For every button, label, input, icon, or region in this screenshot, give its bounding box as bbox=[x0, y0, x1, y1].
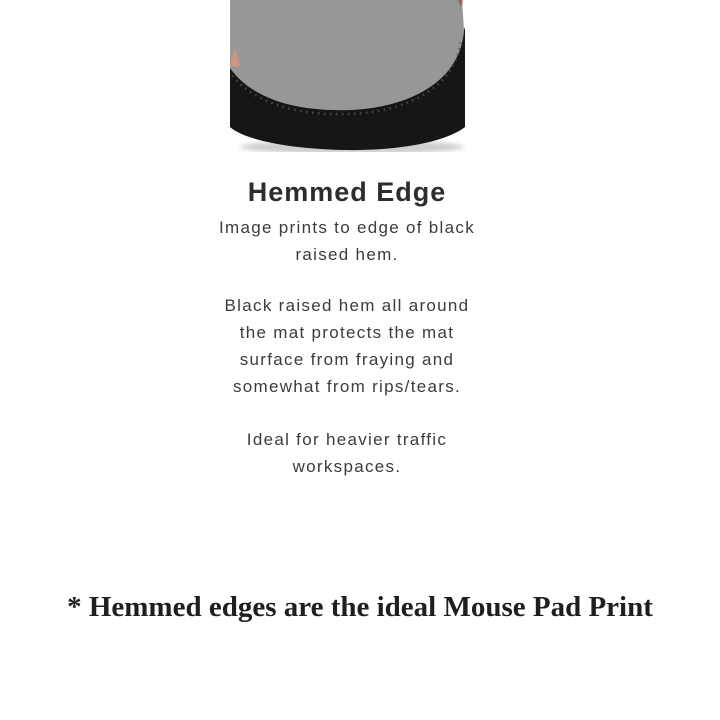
mouse-pad-corner-photo bbox=[230, 0, 465, 152]
paragraph-line: Image prints to edge of black bbox=[219, 218, 475, 237]
paragraph-line: the mat protects the mat bbox=[239, 323, 455, 342]
mouse-pad-corner-illustration bbox=[230, 0, 465, 152]
paragraph-line: somewhat from rips/tears. bbox=[232, 377, 462, 396]
paragraph-hem-protection bbox=[225, 292, 470, 400]
paragraph-line: workspaces. bbox=[292, 457, 402, 476]
paragraph-print-to-edge bbox=[219, 214, 475, 268]
section-heading: Hemmed Edge bbox=[247, 177, 447, 207]
paragraph-line: Black raised hem all around bbox=[224, 296, 470, 315]
paragraph-line: raised hem. bbox=[295, 245, 399, 264]
paragraph-line: surface from fraying and bbox=[239, 350, 455, 369]
footnote: * Hemmed edges are the ideal Mouse Pad Print bbox=[67, 591, 653, 623]
paragraph-ideal-use bbox=[247, 426, 447, 480]
paragraph-line: Ideal for heavier traffic bbox=[246, 430, 448, 449]
